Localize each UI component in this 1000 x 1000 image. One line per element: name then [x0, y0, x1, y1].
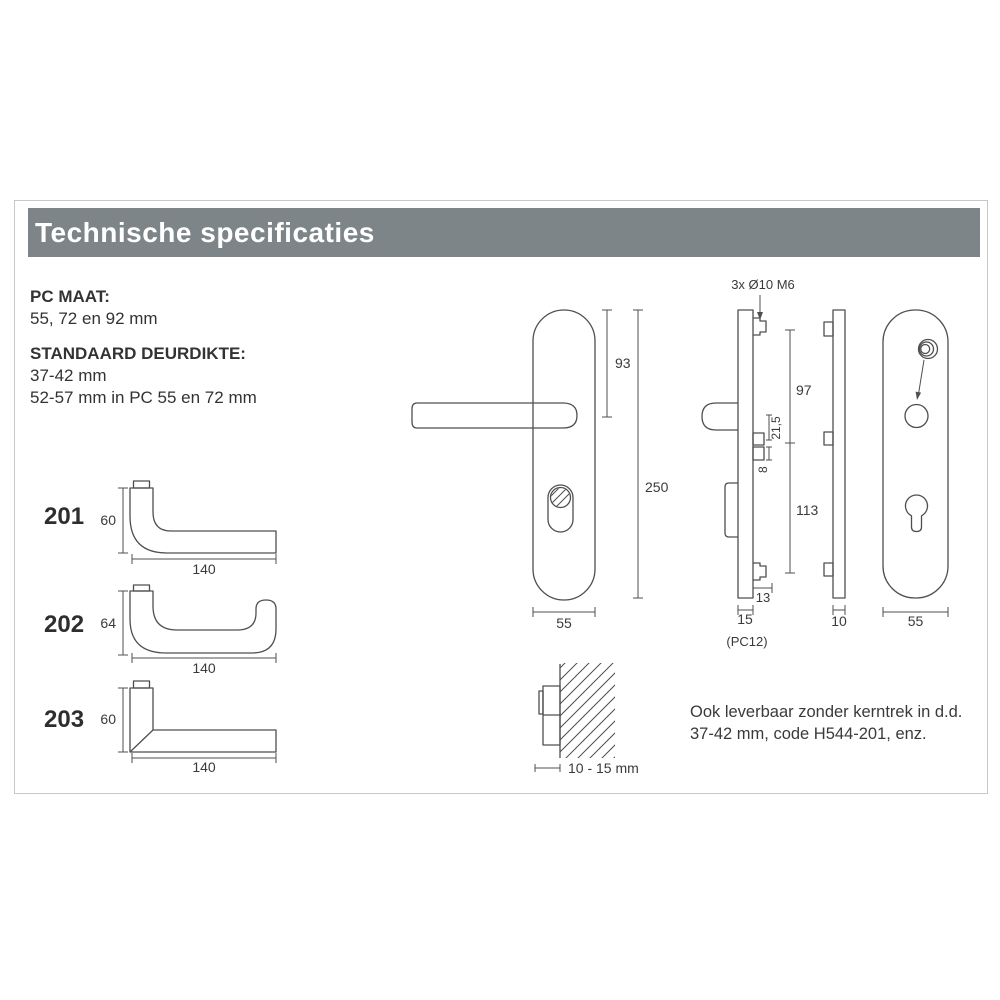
kerntrek-protector-side	[725, 483, 738, 537]
page-title: Technische specificaties	[35, 216, 375, 248]
dim-55-label: 55	[556, 615, 572, 631]
top-fixing-bolt	[753, 318, 766, 335]
handle-side-profile	[702, 403, 738, 430]
back-plate-drawing	[875, 295, 972, 640]
handle-model-203: 203	[44, 706, 85, 733]
back-plate-outline	[883, 310, 948, 598]
lever-handle-outline	[412, 403, 577, 428]
dim-113-label: 113	[796, 502, 819, 518]
pc-maat-value: 55, 72 en 92 mm	[30, 309, 158, 328]
dim-line-height	[118, 688, 128, 752]
dim-21-5-label: 21,5	[769, 416, 783, 440]
kerntrek-hatch	[545, 471, 576, 518]
dim-15-label: 15	[737, 611, 753, 627]
dim-height-label: 64	[100, 615, 116, 631]
cylinder-housing-lower	[753, 447, 764, 460]
dim-97-label: 97	[796, 382, 812, 398]
dim-length-label: 140	[192, 561, 216, 577]
spec-text-block	[30, 286, 257, 409]
deurdikte-value-1: 37-42 mm	[30, 366, 107, 385]
dim-protrusion-label: 10 - 15 mm	[568, 760, 639, 776]
handle-outline	[130, 688, 276, 752]
plate-outline	[533, 310, 595, 600]
dim-8-label: 8	[756, 466, 770, 473]
stud-bottom	[824, 563, 833, 576]
side-view-drawing	[695, 275, 827, 657]
variant-label: (PC12)	[726, 634, 768, 649]
handle-202-drawing	[95, 575, 295, 677]
handle-outline	[130, 488, 276, 553]
dim-height-label: 60	[100, 512, 116, 528]
dim-length-label: 140	[192, 759, 216, 775]
deurdikte-label: STANDAARD DEURDIKTE:	[30, 344, 246, 363]
cylinder-housing-upper	[753, 433, 764, 445]
handle-miter-line	[130, 730, 153, 752]
dim-line-97-113	[785, 330, 795, 573]
dim-line-height	[118, 488, 128, 553]
protector-cap	[539, 691, 543, 714]
note-line-2: 37-42 mm, code H544-201, enz.	[690, 725, 927, 743]
spindle-hole	[905, 405, 928, 428]
spindle-cap	[134, 585, 150, 591]
grommet-callout-line	[919, 360, 925, 394]
grommet-callout-arrowhead	[916, 392, 922, 400]
screws-label: 3x Ø10 M6	[731, 277, 795, 292]
dim-line-protrusion	[535, 764, 560, 772]
dim-line-250	[633, 310, 643, 598]
deurdikte-value-2: 52-57 mm in PC 55 en 72 mm	[30, 388, 257, 407]
header-bar	[28, 208, 980, 257]
handle-model-202: 202	[44, 611, 85, 638]
stud-middle	[824, 432, 833, 445]
handle-model-201: 201	[44, 503, 85, 530]
dim-250-label: 250	[645, 479, 669, 495]
handle-203-drawing	[95, 665, 295, 777]
dim-55-label: 55	[907, 613, 924, 629]
plate-side-outline	[738, 310, 753, 598]
inner-plate-outline	[833, 310, 845, 598]
kerntrek-ring	[551, 488, 571, 508]
grommet-inner-ring	[921, 345, 930, 354]
dim-height-label: 60	[100, 711, 116, 727]
spindle-cap	[134, 681, 150, 688]
dim-length-label: 140	[192, 660, 216, 676]
inner-plate-drawing	[818, 295, 880, 640]
dim-line-height	[118, 591, 128, 655]
dim-10-label: 10	[831, 613, 847, 629]
dim-13-label: 13	[755, 590, 771, 605]
dim-93-label: 93	[615, 355, 631, 371]
handle-201-drawing	[95, 470, 295, 582]
dim-line-8	[766, 447, 772, 460]
dim-line-93	[602, 310, 612, 417]
stud-top	[824, 322, 833, 336]
spindle-cap	[134, 481, 150, 488]
euro-cylinder-keyhole	[906, 495, 928, 531]
pc-maat-label: PC MAAT:	[30, 287, 110, 306]
mounting-detail-drawing	[528, 660, 700, 785]
front-view-drawing	[405, 300, 667, 635]
bottom-fixing-bolt	[753, 563, 766, 580]
note-line-1: Ook leverbaar zonder kerntrek in d.d.	[690, 703, 963, 721]
availability-note	[690, 701, 990, 745]
handle-outline	[130, 591, 276, 653]
